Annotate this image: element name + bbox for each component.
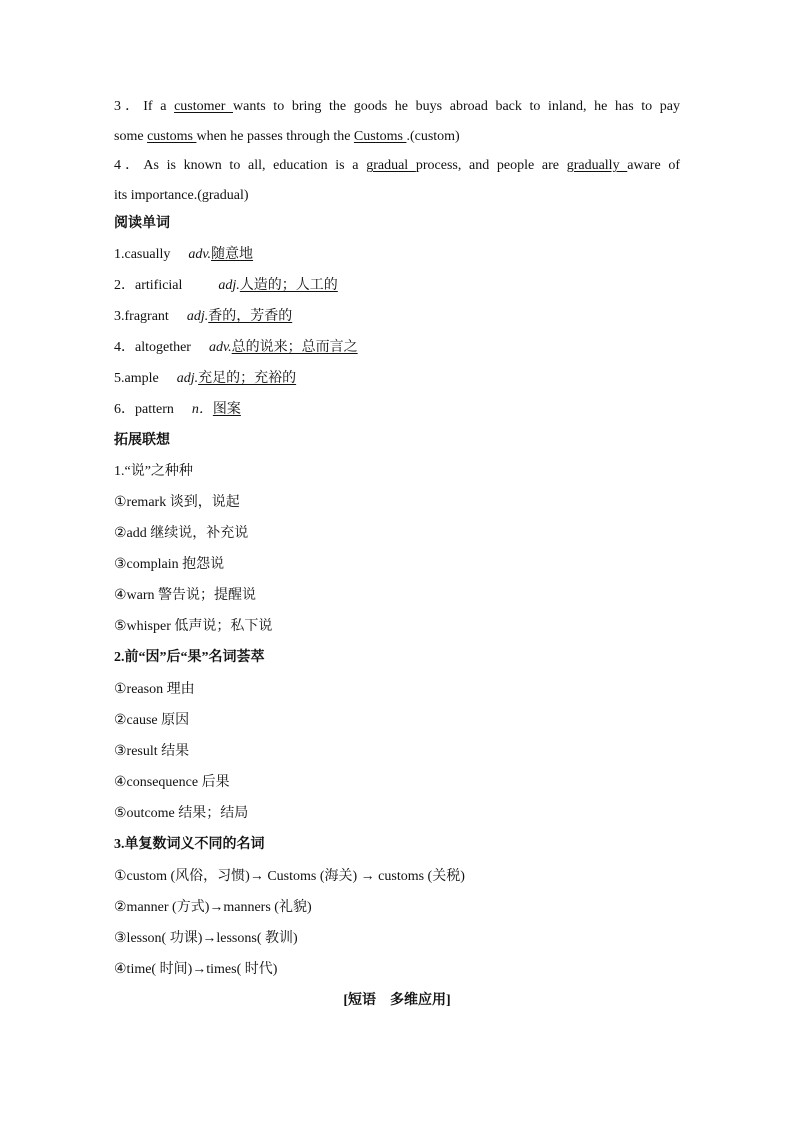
item-number: 2．: [114, 278, 135, 293]
answer-blank: customer: [174, 99, 234, 114]
list-item: ①remark 谈到，说起: [114, 495, 240, 510]
word-meaning: 总的说来；总而言之: [231, 340, 358, 355]
group-title: 1.“说”之种种: [114, 464, 193, 479]
reading-word-item: [114, 338, 358, 358]
sentence-text: process, and people are: [415, 158, 567, 173]
word-meaning: 随意地: [211, 247, 254, 262]
answer-blank: gradual: [366, 158, 416, 173]
sentence-3-line-1: [114, 97, 680, 117]
sentence-text: its importance.(gradual): [114, 188, 249, 203]
part-of-speech: adj.: [176, 371, 199, 386]
list-item: ②manner (方式)→manners (礼貌): [114, 900, 312, 915]
sentence-text: If a: [143, 99, 175, 114]
associations-heading: 拓展联想: [114, 433, 170, 448]
item-number: 4．: [114, 340, 135, 355]
group-title: 2.前“因”后“果”名词荟萃: [114, 650, 265, 665]
sentence-3-line-2: [114, 127, 460, 147]
list-item: ①reason 理由: [114, 682, 195, 697]
word: fragrant: [124, 309, 169, 324]
item-number: 5.: [114, 371, 125, 386]
sentence-text: .(custom): [406, 129, 460, 144]
word: casually: [124, 247, 171, 262]
reading-word-item: [114, 276, 338, 296]
list-item: ③result 结果: [114, 744, 190, 759]
word-meaning: 人造的；人工的: [239, 278, 338, 293]
section-heading: [短语 多维应用]: [343, 993, 451, 1008]
sentence-number: 4．: [114, 158, 144, 173]
list-item: ④warn 警告说；提醒说: [114, 588, 257, 603]
part-of-speech: adj.: [218, 278, 240, 293]
list-item: ②add 继续说，补充说: [114, 526, 249, 541]
word: pattern: [135, 402, 174, 417]
list-item: ⑤outcome 结果；结局: [114, 806, 249, 821]
item-number: 6．: [114, 402, 135, 417]
sentence-text: when he passes through the: [196, 129, 354, 144]
item-number: 1.: [114, 247, 125, 262]
part-of-speech: adv.: [188, 247, 212, 262]
reading-word-item: [114, 245, 253, 265]
sentence-text: wants to bring the goods he buys abroad back to inland, he has to pay: [233, 99, 680, 114]
word: altogether: [135, 340, 191, 355]
answer-blank: Customs: [353, 129, 407, 144]
reading-words-heading: 阅读单词: [114, 216, 170, 231]
item-number: 3.: [114, 309, 125, 324]
list-item: ②cause 原因: [114, 713, 190, 728]
sentence-4-line-2: [114, 186, 249, 206]
answer-blank: gradually: [566, 158, 628, 173]
word: artificial: [135, 278, 183, 293]
list-item: ①custom (风俗，习惯)→ Customs (海关) → customs (关税): [114, 869, 465, 884]
answer-blank: customs: [147, 129, 197, 144]
list-item: ④consequence 后果: [114, 775, 230, 790]
part-of-speech: adv.: [208, 340, 232, 355]
word-meaning: 图案: [212, 402, 241, 417]
part-of-speech: n．: [191, 402, 213, 417]
list-item: ⑤whisper 低声说；私下说: [114, 619, 273, 634]
reading-word-item: [114, 400, 241, 420]
word-meaning: 充足的；充裕的: [198, 371, 297, 386]
group-title: 3.单复数词义不同的名词: [114, 837, 265, 852]
word-meaning: 香的，芳香的: [208, 309, 293, 324]
reading-word-item: [114, 307, 292, 327]
list-item: ④time( 时间)→times( 时代): [114, 962, 278, 977]
list-item: ③lesson( 功课)→lessons( 教训): [114, 931, 298, 946]
sentence-text: some: [114, 129, 148, 144]
list-item: ③complain 抱怨说: [114, 557, 225, 572]
sentence-4-line-1: [114, 156, 680, 176]
sentence-number: 3．: [114, 99, 144, 114]
part-of-speech: adj.: [186, 309, 209, 324]
reading-word-item: [114, 369, 296, 389]
sentence-text: As is known to all, education is a: [143, 158, 367, 173]
word: ample: [124, 371, 159, 386]
sentence-text: aware of: [627, 158, 681, 173]
